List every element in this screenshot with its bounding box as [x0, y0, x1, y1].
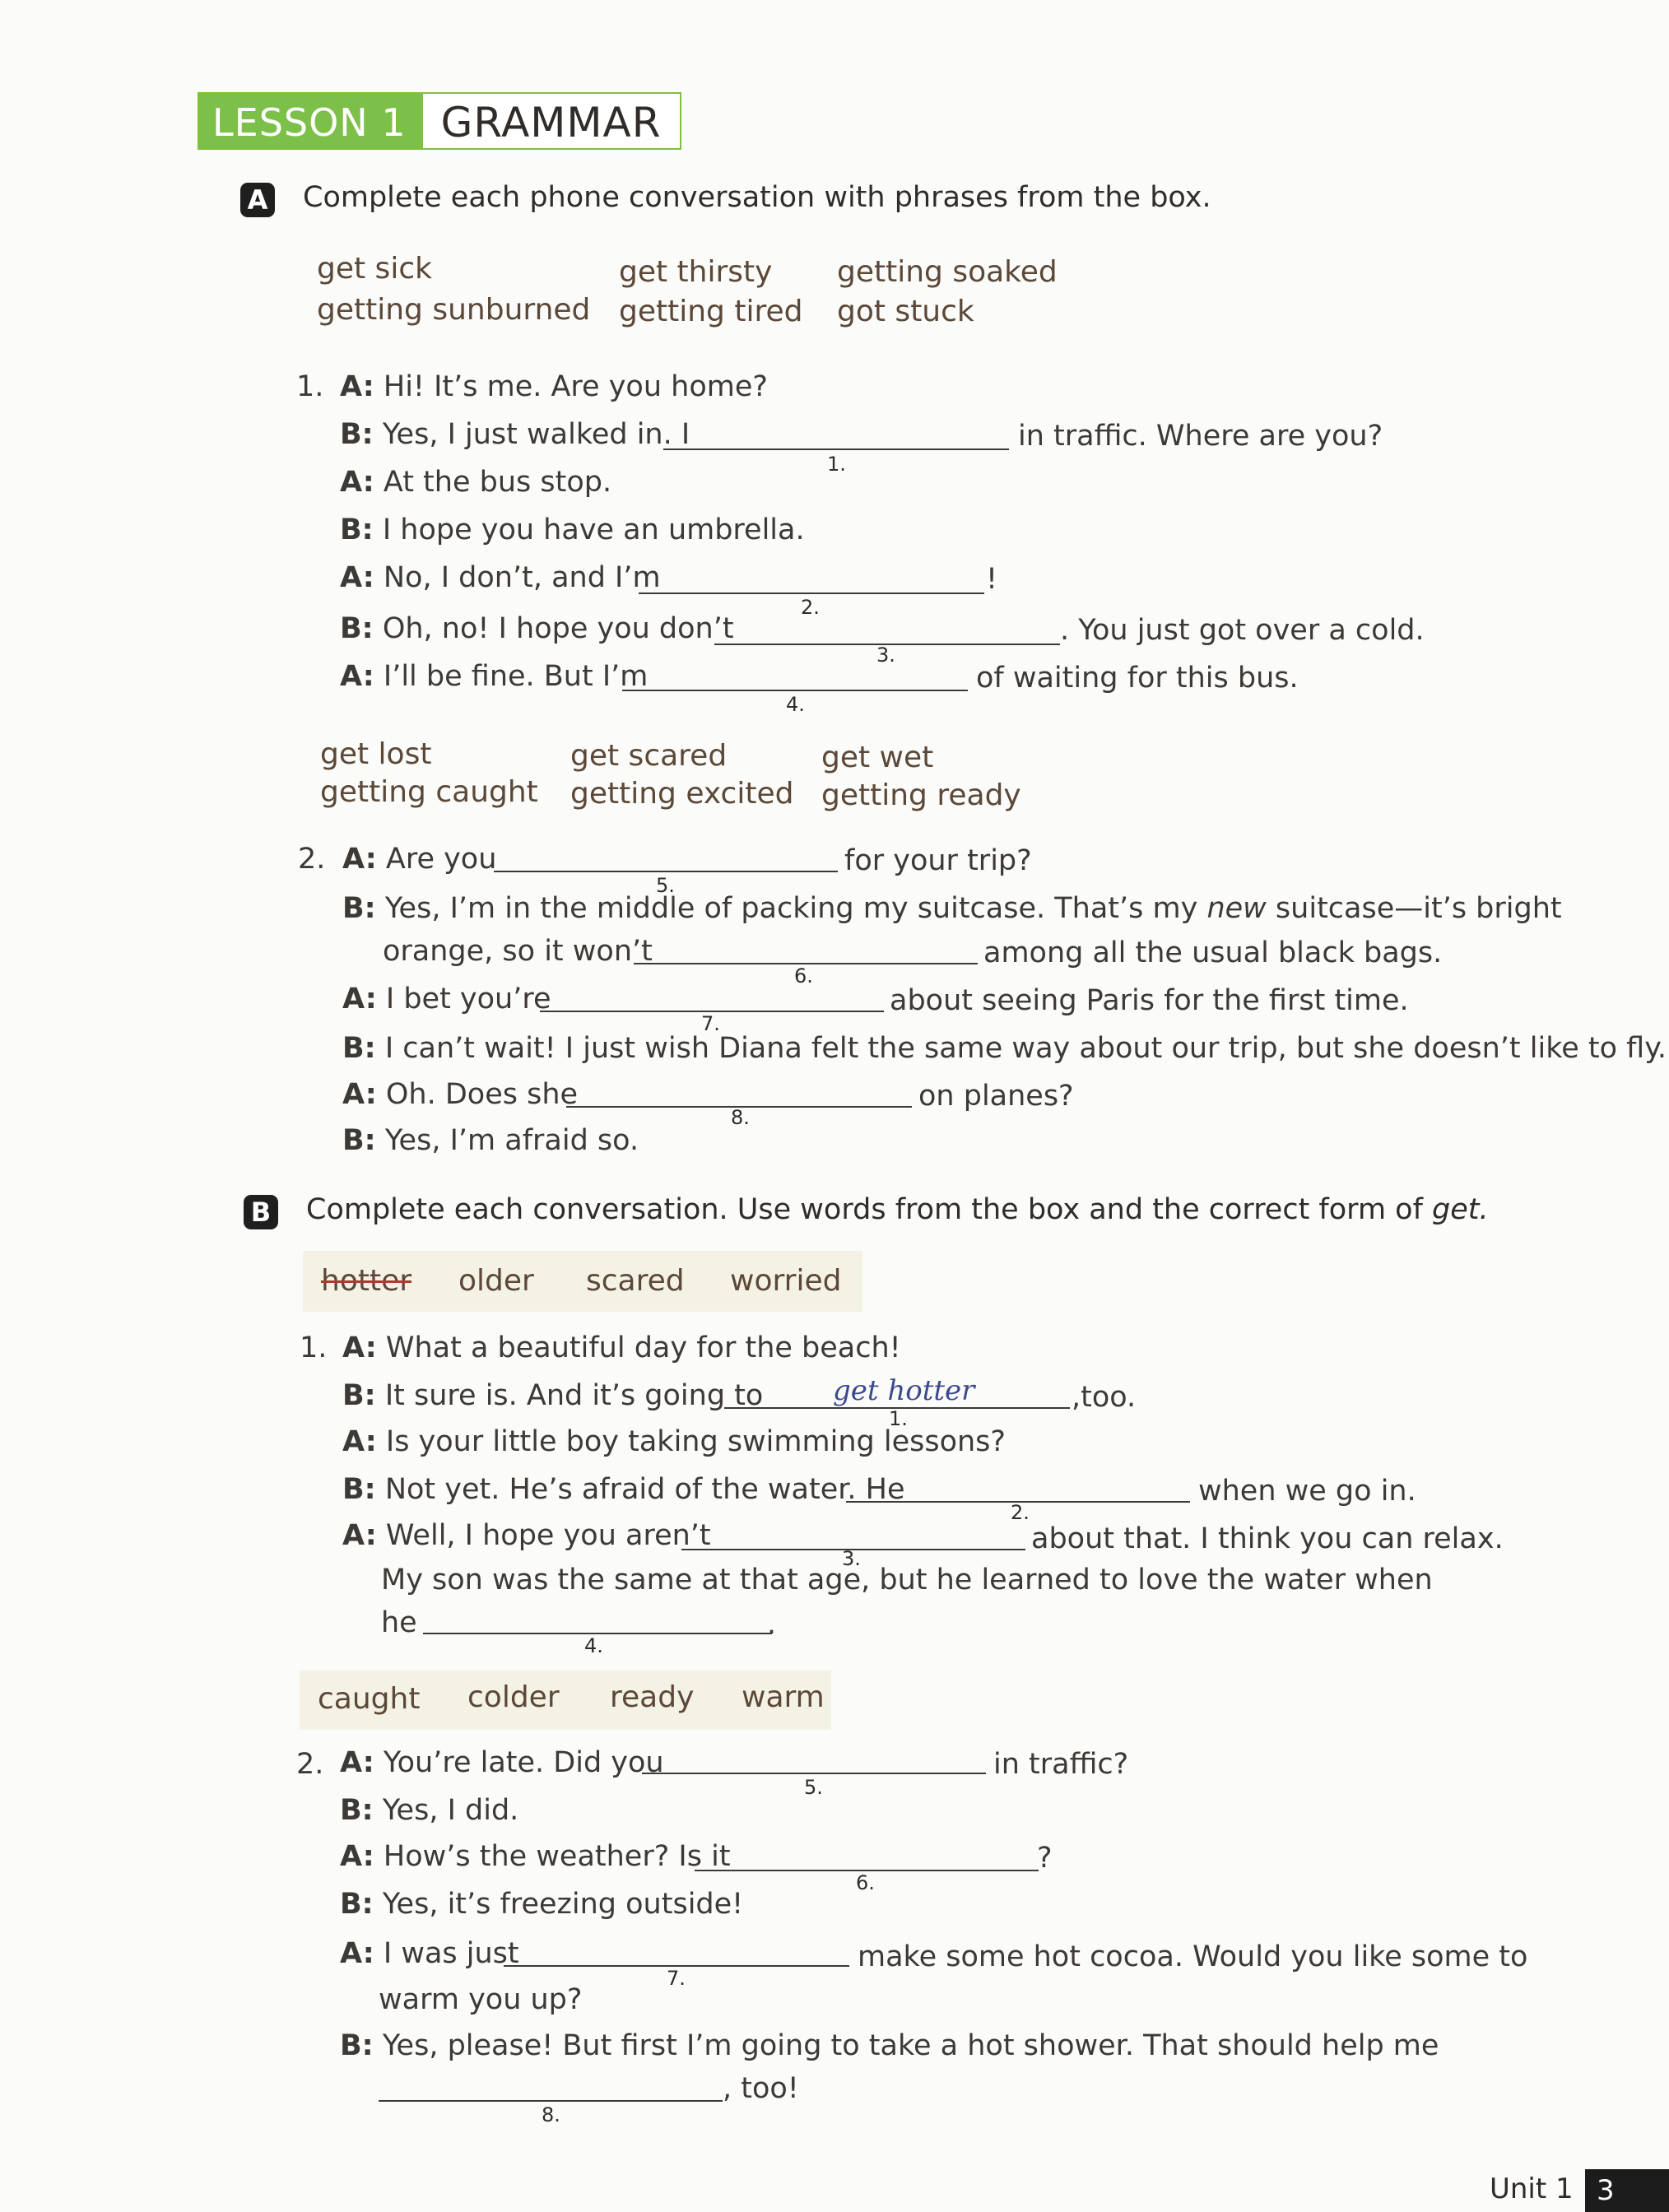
dialogue-line: A: Is your little boy taking swimming lessons?: [342, 1425, 1006, 1458]
dialogue-line-end: in traffic. Where are you?: [1018, 420, 1383, 453]
dialogue-line-end: for your trip?: [844, 844, 1032, 877]
box-word: get scared: [570, 739, 728, 773]
dialogue-line-end: ,too.: [1072, 1381, 1137, 1414]
dialogue-line-end: . You just got over a cold.: [1060, 614, 1425, 647]
dialogue-line: A: I was just: [340, 1937, 519, 1970]
box-word: get sick: [317, 252, 432, 286]
dialogue-line: A: No, I don’t, and I’m: [340, 561, 661, 594]
box-word: get lost: [320, 737, 432, 771]
dialogue-line-end: .: [767, 1608, 777, 1641]
dialogue-line: he: [381, 1606, 417, 1639]
box-word: get wet: [821, 741, 934, 774]
blank-number: 6.: [794, 964, 813, 988]
dialogue-line-end: among all the usual black bags.: [983, 936, 1443, 969]
item-number: 2.: [296, 1748, 324, 1781]
box-word: getting caught: [320, 775, 538, 809]
section-b-badge: B: [244, 1195, 278, 1229]
dialogue-line-end: make some hot cocoa. Would you like some to: [858, 1940, 1528, 1973]
box-word: getting excited: [570, 777, 794, 811]
dialogue-line: B: Not yet. He’s afraid of the water. He: [342, 1473, 905, 1506]
item-number: 1.: [296, 370, 324, 403]
answer-blank[interactable]: [494, 871, 838, 872]
dialogue-line: orange, so it won’t: [383, 935, 653, 968]
box-word: worried: [730, 1264, 842, 1298]
dialogue-line: B: I can’t wait! I just wish Diana felt the same way about our trip, but she doesn’t like to fly.: [342, 1032, 1667, 1065]
blank-number: 7.: [667, 1967, 686, 1990]
dialogue-line: B: Oh, no! I hope you don’t: [340, 612, 734, 645]
dialogue-line: A: Oh. Does she: [342, 1078, 579, 1111]
dialogue-line: A: I’ll be fine. But I’m: [340, 660, 649, 693]
box-word: colder: [467, 1680, 560, 1714]
dialogue-line: A: What a beautiful day for the beach!: [342, 1331, 901, 1364]
blank-number: 4.: [786, 693, 805, 716]
item-number: 2.: [298, 843, 326, 876]
dialogue-line: B: Yes, I’m afraid so.: [342, 1124, 639, 1157]
blank-number: 2.: [1011, 1501, 1030, 1524]
dialogue-line-end: on planes?: [918, 1080, 1074, 1113]
answer-blank[interactable]: [622, 690, 968, 691]
box-word: caught: [318, 1682, 421, 1716]
blank-number: 2.: [801, 596, 820, 619]
blank-number: 7.: [701, 1012, 720, 1035]
box-word: get thirsty: [619, 255, 773, 289]
answer-blank[interactable]: [639, 592, 984, 594]
answer-blank[interactable]: [379, 2100, 723, 2102]
dialogue-line: A: At the bus stop.: [340, 466, 612, 499]
section-b-instruction: Complete each conversation. Use words from the box and the correct form of get.: [306, 1193, 1489, 1226]
box-word: getting soaked: [837, 255, 1058, 289]
dialogue-line-end: when we go in.: [1198, 1475, 1416, 1508]
box-word: getting ready: [821, 778, 1021, 812]
dialogue-line: A: How’s the weather? Is it: [340, 1840, 731, 1873]
answer-blank[interactable]: [642, 1773, 986, 1774]
dialogue-line-end: , too!: [723, 2072, 799, 2105]
box-word: warm: [742, 1680, 825, 1714]
handwritten-answer: get hotter: [833, 1374, 975, 1407]
blank-number: 4.: [584, 1634, 603, 1657]
dialogue-line: B: Yes, it’s freezing outside!: [340, 1888, 744, 1921]
dialogue-line-end: in traffic?: [993, 1748, 1129, 1781]
dialogue-line: A: Are you: [342, 843, 497, 876]
section-a-instruction: Complete each phone conversation with phrases from the box.: [303, 181, 1211, 214]
dialogue-line-end: about that. I think you can relax.: [1031, 1522, 1504, 1555]
box-word: got stuck: [837, 295, 974, 328]
page-number: 3: [1585, 2169, 1669, 2212]
dialogue-line: B: I hope you have an umbrella.: [340, 514, 805, 546]
item-number: 1.: [300, 1331, 328, 1364]
dialogue-line: My son was the same at that age, but he learned to love the water when: [381, 1564, 1433, 1596]
dialogue-line: B: Yes, I’m in the middle of packing my suitcase. That’s my new suitcase—it’s bright: [342, 892, 1562, 925]
blank-number: 3.: [842, 1547, 861, 1570]
lesson-tag: LESSON 1: [199, 94, 423, 148]
section-a-badge: A: [240, 183, 275, 217]
dialogue-line: A: Well, I hope you aren’t: [342, 1519, 711, 1552]
blank-number: 1.: [827, 453, 846, 476]
dialogue-line-end: !: [986, 563, 998, 596]
box-word: ready: [610, 1680, 695, 1714]
box-word: older: [458, 1264, 534, 1298]
dialogue-line: B: It sure is. And it’s going to: [342, 1379, 764, 1412]
box-word: getting tired: [619, 295, 803, 328]
blank-number: 6.: [856, 1871, 875, 1894]
unit-label: Unit 1: [1490, 2172, 1574, 2205]
dialogue-line-end: ?: [1037, 1842, 1053, 1875]
box-word: getting sunburned: [317, 293, 591, 327]
dialogue-line: A: Hi! It’s me. Are you home?: [340, 370, 768, 403]
blank-number: 5.: [656, 874, 675, 897]
lesson-title: GRAMMAR: [423, 94, 680, 148]
dialogue-line: warm you up?: [379, 1983, 583, 2016]
dialogue-line: B: Yes, please! But first I’m going to take a hot shower. That should help me: [340, 2029, 1439, 2062]
dialogue-line: B: Yes, I just walked in. I: [340, 418, 690, 451]
box-word-crossed: hotter: [321, 1264, 412, 1298]
dialogue-line: A: You’re late. Did you: [340, 1746, 664, 1779]
blank-number: 1.: [889, 1407, 908, 1430]
lesson-header: [198, 92, 681, 150]
dialogue-line: B: Yes, I did.: [340, 1794, 519, 1827]
box-word: scared: [586, 1264, 685, 1298]
blank-number: 5.: [804, 1776, 823, 1799]
blank-number: 8.: [731, 1106, 750, 1129]
answer-blank[interactable]: [663, 448, 1009, 450]
dialogue-line-end: about seeing Paris for the first time.: [890, 984, 1409, 1017]
blank-number: 8.: [542, 2103, 560, 2126]
dialogue-line: A: I bet you’re: [342, 983, 551, 1015]
blank-number: 3.: [876, 644, 895, 667]
dialogue-line-end: of waiting for this bus.: [976, 662, 1299, 695]
